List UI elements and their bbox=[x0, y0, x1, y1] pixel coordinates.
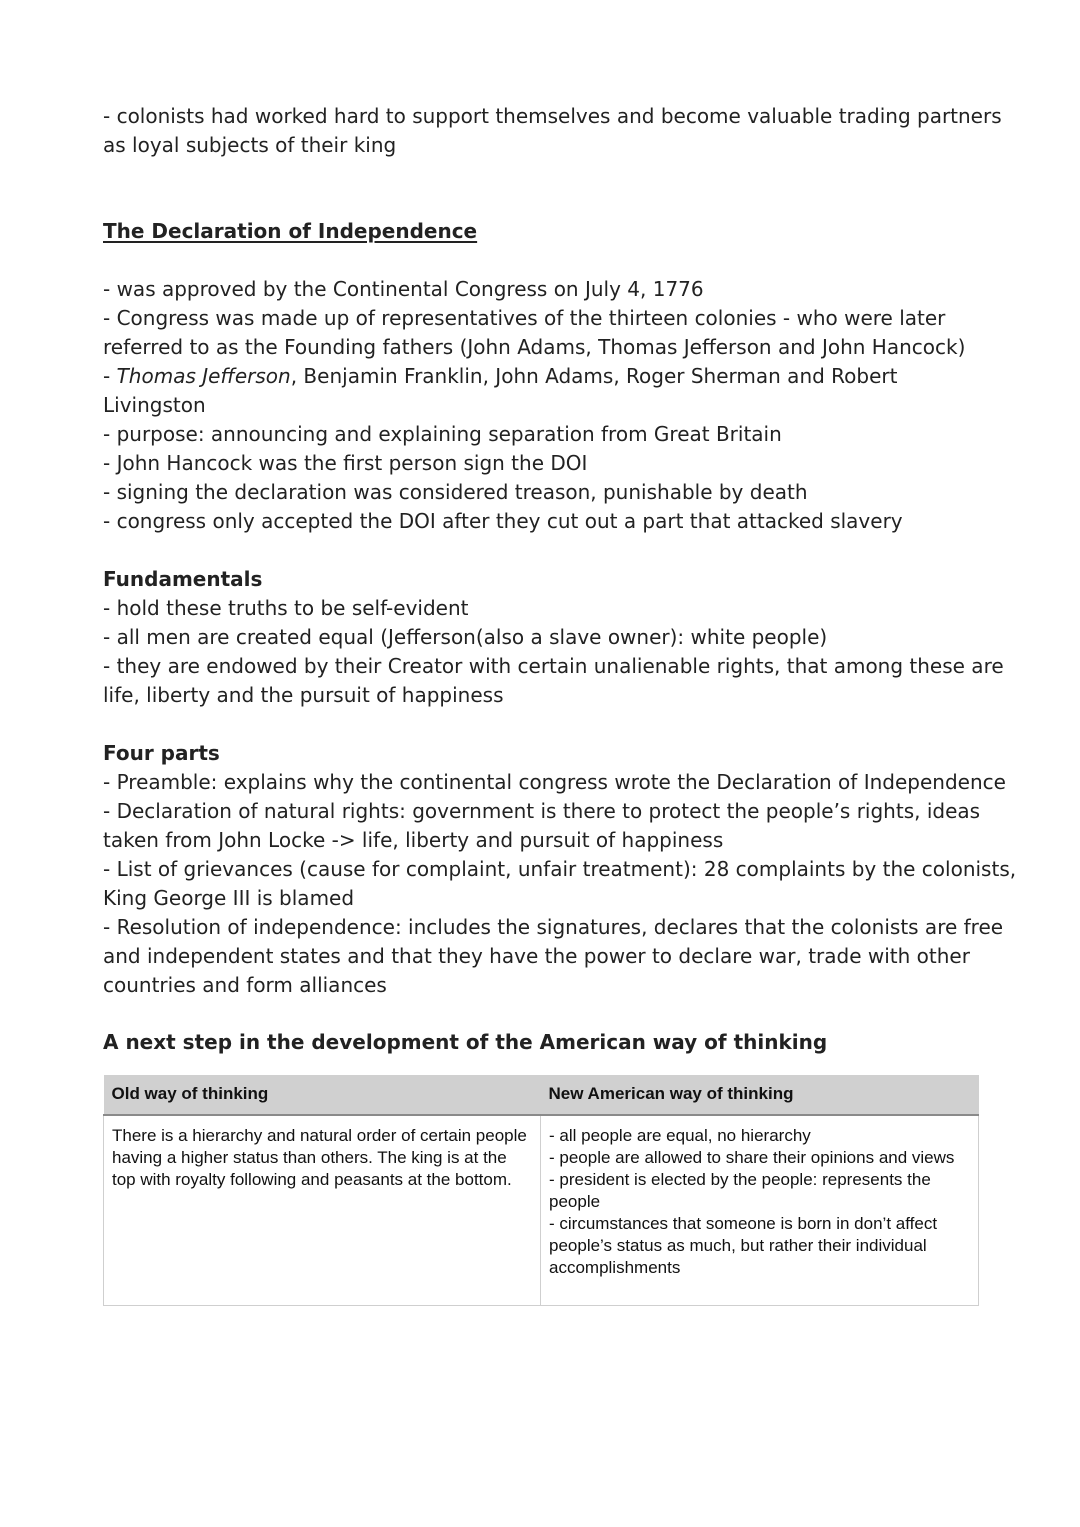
intro-line-1: - colonists had worked hard to support themselves and become valuable trading partners bbox=[103, 104, 1002, 128]
new-way-item-1: - all people are equal, no hierarchy bbox=[549, 1126, 811, 1145]
declaration-authors-line-2: Livingston bbox=[103, 393, 206, 417]
four-parts-line-5: King George III is blamed bbox=[103, 886, 355, 910]
four-parts-line-2: - Declaration of natural rights: government is there to protect the people’s rights, ideas bbox=[103, 799, 981, 823]
fundamentals-line-1: - hold these truths to be self-evident bbox=[103, 596, 469, 620]
declaration-congress-line-1: - Congress was made up of representatives of the thirteen colonies - who were later bbox=[103, 306, 946, 330]
fundamentals-line-3: - they are endowed by their Creator with certain unalienable rights, that among these are bbox=[103, 654, 1004, 678]
four-parts-section bbox=[103, 739, 1017, 1000]
four-parts-line-7: and independent states and that they have the power to declare war, trade with other bbox=[103, 944, 970, 968]
declaration-authors bbox=[103, 362, 983, 391]
table-header-row bbox=[104, 1075, 979, 1115]
intro-paragraph bbox=[103, 102, 1002, 160]
fundamentals-line-4: life, liberty and the pursuit of happiness bbox=[103, 683, 504, 707]
old-way-cell bbox=[104, 1115, 541, 1306]
next-step-heading: A next step in the development of the American way of thinking bbox=[103, 1030, 828, 1054]
declaration-hancock: - John Hancock was the first person sign the DOI bbox=[103, 451, 588, 475]
new-way-cell bbox=[541, 1115, 979, 1306]
declaration-title: The Declaration of Independence bbox=[103, 219, 478, 243]
four-parts-line-4: - List of grievances (cause for complaint, unfair treatment): 28 complaints by the colonists, bbox=[103, 857, 1017, 881]
four-parts-line-3: taken from John Locke -> life, liberty and pursuit of happiness bbox=[103, 828, 724, 852]
new-way-item-4: - circumstances that someone is born in don’t affect people’s status as much, but rather their individual accomplishments bbox=[549, 1214, 938, 1277]
comparison-table bbox=[103, 1075, 979, 1306]
header-old-way: Old way of thinking bbox=[104, 1075, 541, 1115]
four-parts-line-1: - Preamble: explains why the continental congress wrote the Declaration of Independence bbox=[103, 770, 1006, 794]
declaration-treason: - signing the declaration was considered treason, punishable by death bbox=[103, 480, 808, 504]
four-parts-line-8: countries and form alliances bbox=[103, 973, 387, 997]
four-parts-line-6: - Resolution of independence: includes the signatures, declares that the colonists are free bbox=[103, 915, 1004, 939]
document-body bbox=[103, 102, 1017, 1306]
declaration-approved: - was approved by the Continental Congress on July 4, 1776 bbox=[103, 277, 704, 301]
old-way-text: There is a hierarchy and natural order of certain people having a higher status than others. The king is at the top with royalty following and peasants at the bottom. bbox=[112, 1126, 527, 1189]
table-row bbox=[104, 1115, 979, 1306]
declaration-slavery: - congress only accepted the DOI after they cut out a part that attacked slavery bbox=[103, 509, 903, 533]
new-way-item-3: - president is elected by the people: represents the people bbox=[549, 1170, 931, 1211]
declaration-purpose: - purpose: announcing and explaining separation from Great Britain bbox=[103, 422, 782, 446]
authors-italic-name: Thomas Jefferson bbox=[116, 364, 291, 388]
four-parts-heading: Four parts bbox=[103, 741, 220, 765]
intro-line-2: as loyal subjects of their king bbox=[103, 133, 397, 157]
fundamentals-section bbox=[103, 565, 1004, 710]
new-way-item-2: - people are allowed to share their opinions and views bbox=[549, 1148, 955, 1167]
declaration-section bbox=[103, 275, 983, 536]
fundamentals-heading: Fundamentals bbox=[103, 567, 263, 591]
authors-rest: , Benjamin Franklin, John Adams, Roger Sherman and Robert bbox=[290, 364, 898, 388]
authors-prefix: - bbox=[103, 364, 117, 388]
declaration-congress-line-2: referred to as the Founding fathers (John Adams, Thomas Jefferson and John Hancock) bbox=[103, 335, 966, 359]
header-new-way: New American way of thinking bbox=[541, 1075, 979, 1115]
fundamentals-line-2: - all men are created equal (Jefferson(also a slave owner): white people) bbox=[103, 625, 828, 649]
